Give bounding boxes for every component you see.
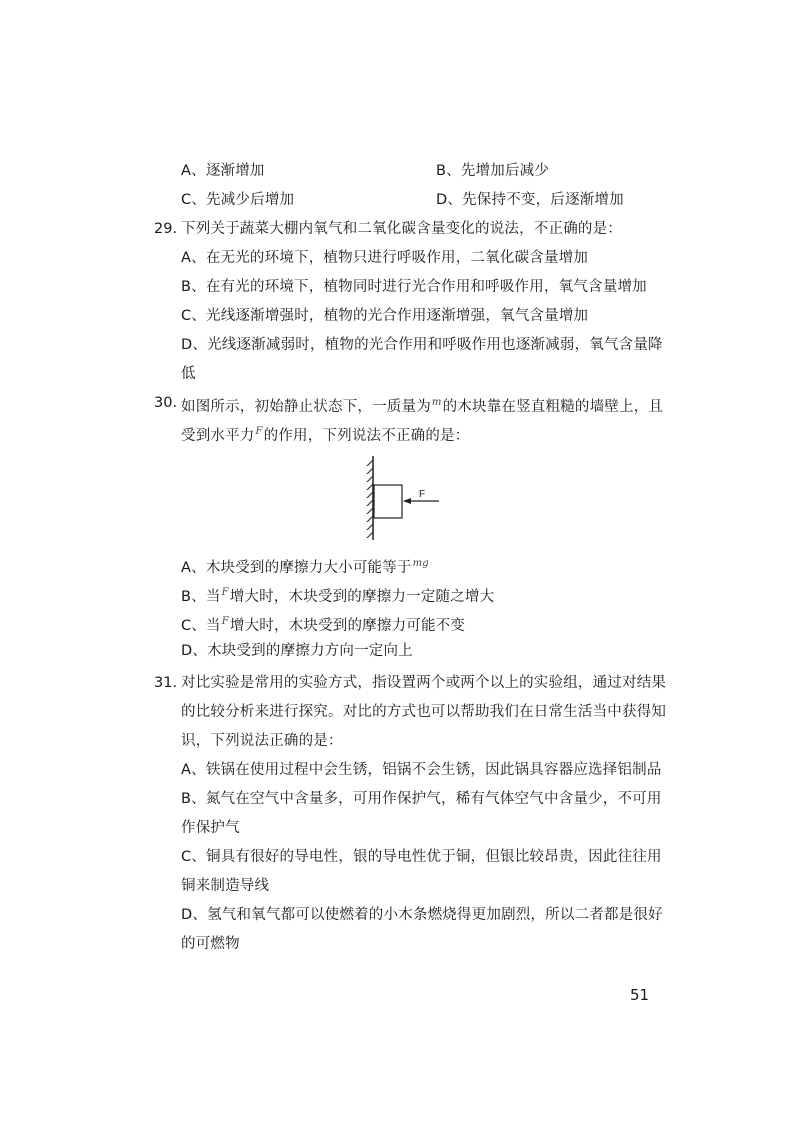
q30-stem-line1 [181,392,663,418]
wall [367,456,373,540]
q29-option-c: C、光线逐渐增强时，植物的光合作用逐渐增强，氧气含量增加 [181,308,589,324]
symbol-m: m [431,397,442,408]
q30-stem-text: 的作用，下列说法不正确的是： [263,427,470,444]
q31-option-d-line2: 的可燃物 [181,936,240,952]
q31-option-a: A、铁锅在使用过程中会生锈，铝锅不会生锈，因此锅具容器应选择铝制品 [181,762,662,778]
q30-stem-text: 的木块靠在竖直粗糙的墙壁上，且 [442,398,664,415]
wood-block [374,485,402,518]
q31-stem-line1: 对比实验是常用的实验方式，指设置两个或两个以上的实验组，通过对结果 [181,675,667,691]
q31-option-c-line2: 铜来制造导线 [181,878,270,894]
q28-option-a: A、逐渐增加 [181,163,265,179]
symbol-f: F [221,616,229,627]
q29-option-d-line1: D、光线逐渐减弱时，植物的光合作用和呼吸作用也逐渐减弱，氧气含量降 [181,337,663,353]
q30-stem-line2 [181,421,469,447]
q30-number: 30. [154,395,178,411]
q30-stem-text: 受到水平力 [181,427,255,444]
symbol-f: F [255,426,263,437]
q28-option-d: D、先保持不变，后逐渐增加 [436,192,624,208]
q29-option-d-line2: 低 [181,366,196,382]
force-label: F [419,489,426,500]
q30-option-c-text: 增大时，木块受到的摩擦力可能不变 [229,617,466,634]
q31-stem-line3: 识，下列说法正确的是： [181,733,343,749]
page-number: 51 [630,986,650,1004]
q30-option-d: D、木块受到的摩擦力方向一定向上 [181,643,413,659]
q30-option-b-text: B、当 [181,588,221,605]
q31-number: 31. [154,675,178,691]
q29-option-b: B、在有光的环境下，植物同时进行光合作用和呼吸作用，氧气含量增加 [181,279,647,295]
q30-option-a [181,553,430,579]
q29-stem: 下列关于蔬菜大棚内氧气和二氧化碳含量变化的说法，不正确的是： [181,221,622,237]
q30-option-b-text: 增大时，木块受到的摩擦力一定随之增大 [229,588,495,605]
q30-option-c-text: C、当 [181,617,221,634]
q30-option-c [181,611,465,637]
q30-option-b [181,582,494,608]
q28-option-b: B、先增加后减少 [436,163,550,179]
q30-stem-text: 如图所示，初始静止状态下，一质量为 [181,398,431,415]
q31-option-d-line1: D、氢气和氧气都可以使燃着的小木条燃烧得更加剧烈，所以二者都是很好 [181,907,663,923]
symbol-mg: mg [412,558,429,569]
q29-number: 29. [154,221,178,237]
q31-option-b-line2: 作保护气 [181,820,240,836]
q31-option-c-line1: C、铜具有很好的导电性，银的导电性优于铜，但银比较昂贵，因此往往用 [181,849,662,865]
q29-option-a: A、在无光的环境下，植物只进行呼吸作用，二氧化碳含量增加 [181,250,589,266]
q30-option-a-text: A、木块受到的摩擦力大小可能等于 [181,559,412,576]
symbol-f: F [221,587,229,598]
q28-option-c: C、先减少后增加 [181,192,295,208]
q31-stem-line2: 的比较分析来进行探究。对比的方式也可以帮助我们在日常生活当中获得知 [181,704,667,720]
wall-block-figure [360,452,450,544]
q31-option-b-line1: B、氮气在空气中含量多，可用作保护气，稀有气体空气中含量少，不可用 [181,791,662,807]
